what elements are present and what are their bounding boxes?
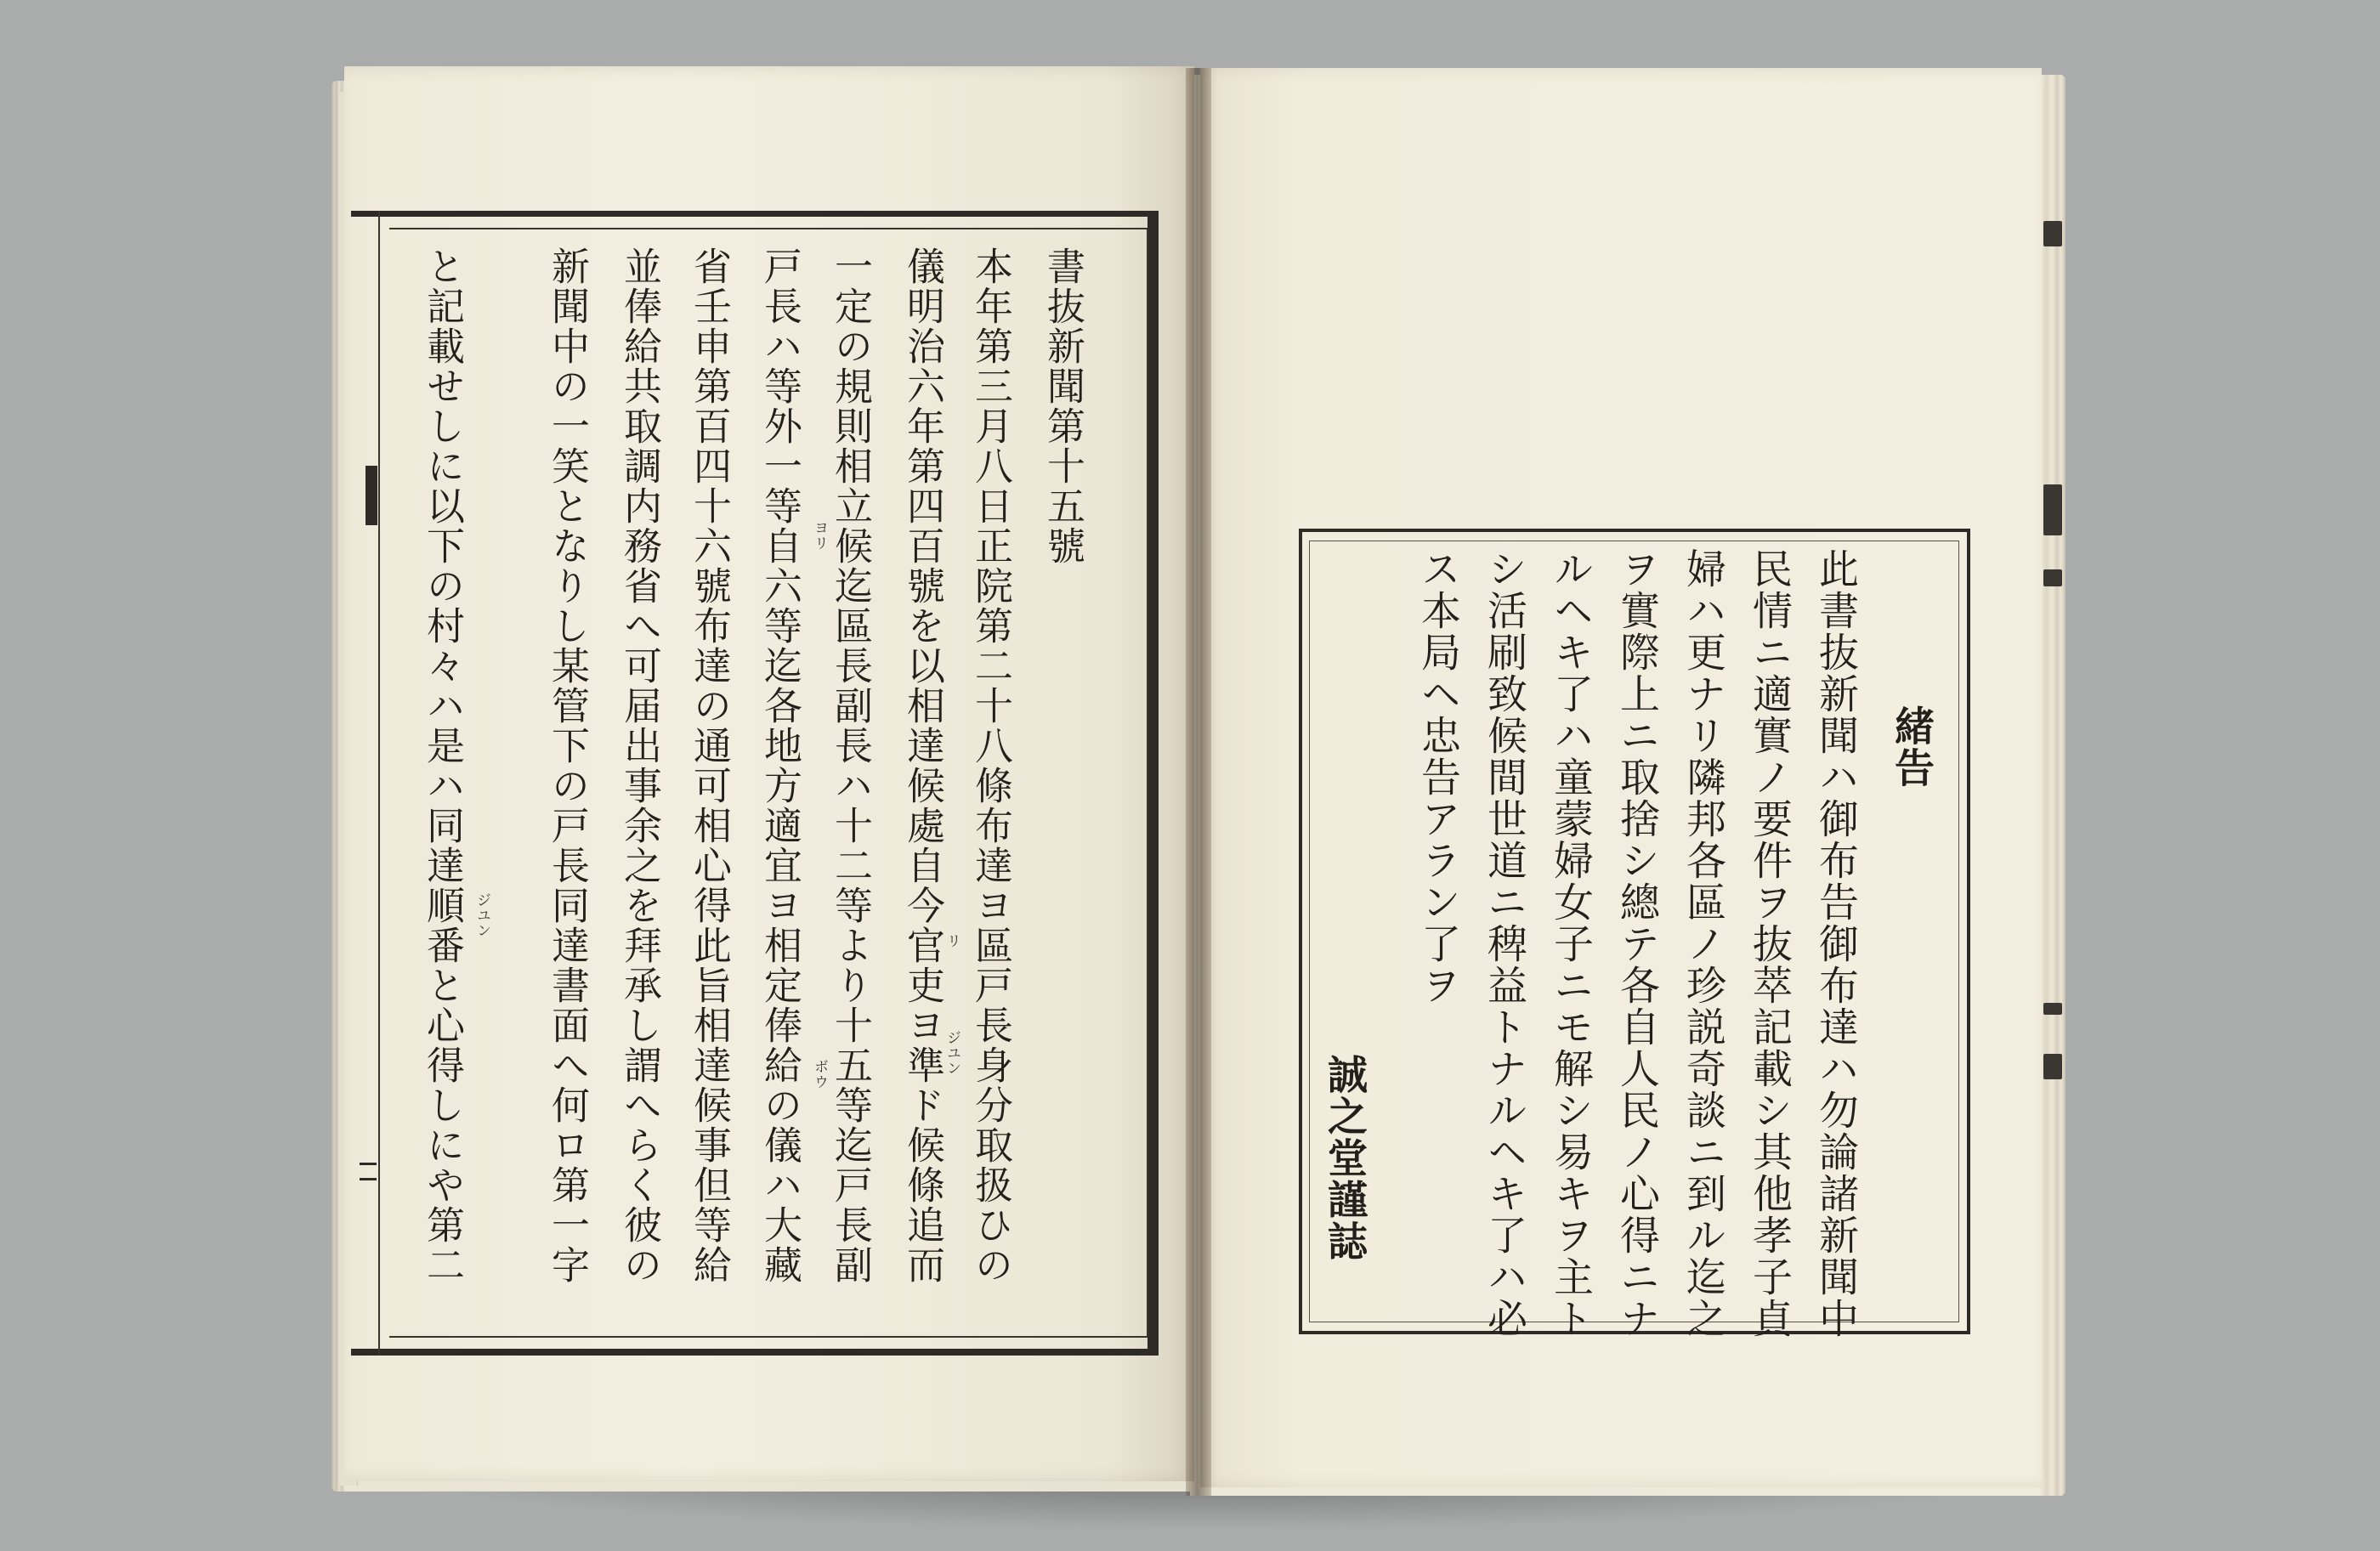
left-text-column: 儀明治六年第四百號を以相達候處自今官吏ヨ準ド候條追而 — [900, 246, 945, 1285]
left-text-column: 本年第三月八日正院第二十八條布達ヨ區戸長身分取扱ひの — [968, 246, 1013, 1285]
ruby-gloss: ジユン — [944, 1030, 960, 1076]
left-text-column: 戸長ハ等外一等自六等迄各地方適宜ヨ相定俸給の儀ハ大藏 — [757, 246, 802, 1285]
notice-title: 緒告 — [1888, 705, 1935, 789]
notice-text-column: 民情ニ適實ノ要件ヲ抜萃記載シ其他孝子貞 — [1746, 548, 1793, 1339]
ruby-gloss: リ — [944, 933, 960, 948]
notice-text-column: 此書抜新聞ハ御布告御布達ハ勿論諸新聞中 — [1812, 548, 1859, 1339]
notice-text-column: ルヘキ了ハ童蒙婦女子ニモ解シ易キヲ主ト — [1547, 548, 1594, 1339]
right-edge-marks — [2040, 204, 2066, 1394]
left-text-column: と記載せしに以下の村々ハ是ハ同達順番と心得しにや第二 — [420, 246, 465, 1285]
left-margin-column — [344, 211, 380, 1356]
notice-text-column: 婦ハ更ナリ隣邦各區ノ珍説奇談ニ到ル迄之 — [1680, 548, 1726, 1339]
notice-text-column: ス本局ヘ忠告アラン了ヲ — [1414, 548, 1461, 1006]
ruby-gloss: ジユン — [473, 892, 490, 938]
notice-signature: 誠之堂謹誌 — [1321, 1054, 1368, 1262]
left-text-column: 一定の規則相立候迄區長副長ハ十二等より十五等迄戸長副 — [828, 246, 873, 1285]
left-text-column: 省壬申第百四十六號布達の通可相心得此旨相達候事但等給 — [687, 246, 732, 1285]
left-text-column: 並俸給共取調内務省へ可届出事余之を拜承し謂へらく彼の — [617, 246, 662, 1285]
left-text-column: 新聞中の一笑となりし某管下の戸長同達書面へ何ロ第一字 — [545, 246, 590, 1285]
margin-numeral-mark — [360, 1163, 377, 1165]
notice-text-column: シ活刷致候間世道ニ稗益トナルヘキ了ハ必 — [1481, 548, 1527, 1339]
ruby-gloss: ボウ — [811, 1059, 828, 1090]
ruby-gloss: ヨリ — [811, 520, 828, 551]
notice-text-column: ヲ實際上ニ取捨シ總テ各自人民ノ心得ニナ — [1613, 548, 1660, 1339]
margin-block-mark — [366, 466, 377, 525]
left-column-heading: 書抜新聞第十五號 — [1040, 246, 1085, 566]
book-gutter — [1186, 68, 1211, 1496]
margin-numeral-mark — [360, 1178, 377, 1180]
